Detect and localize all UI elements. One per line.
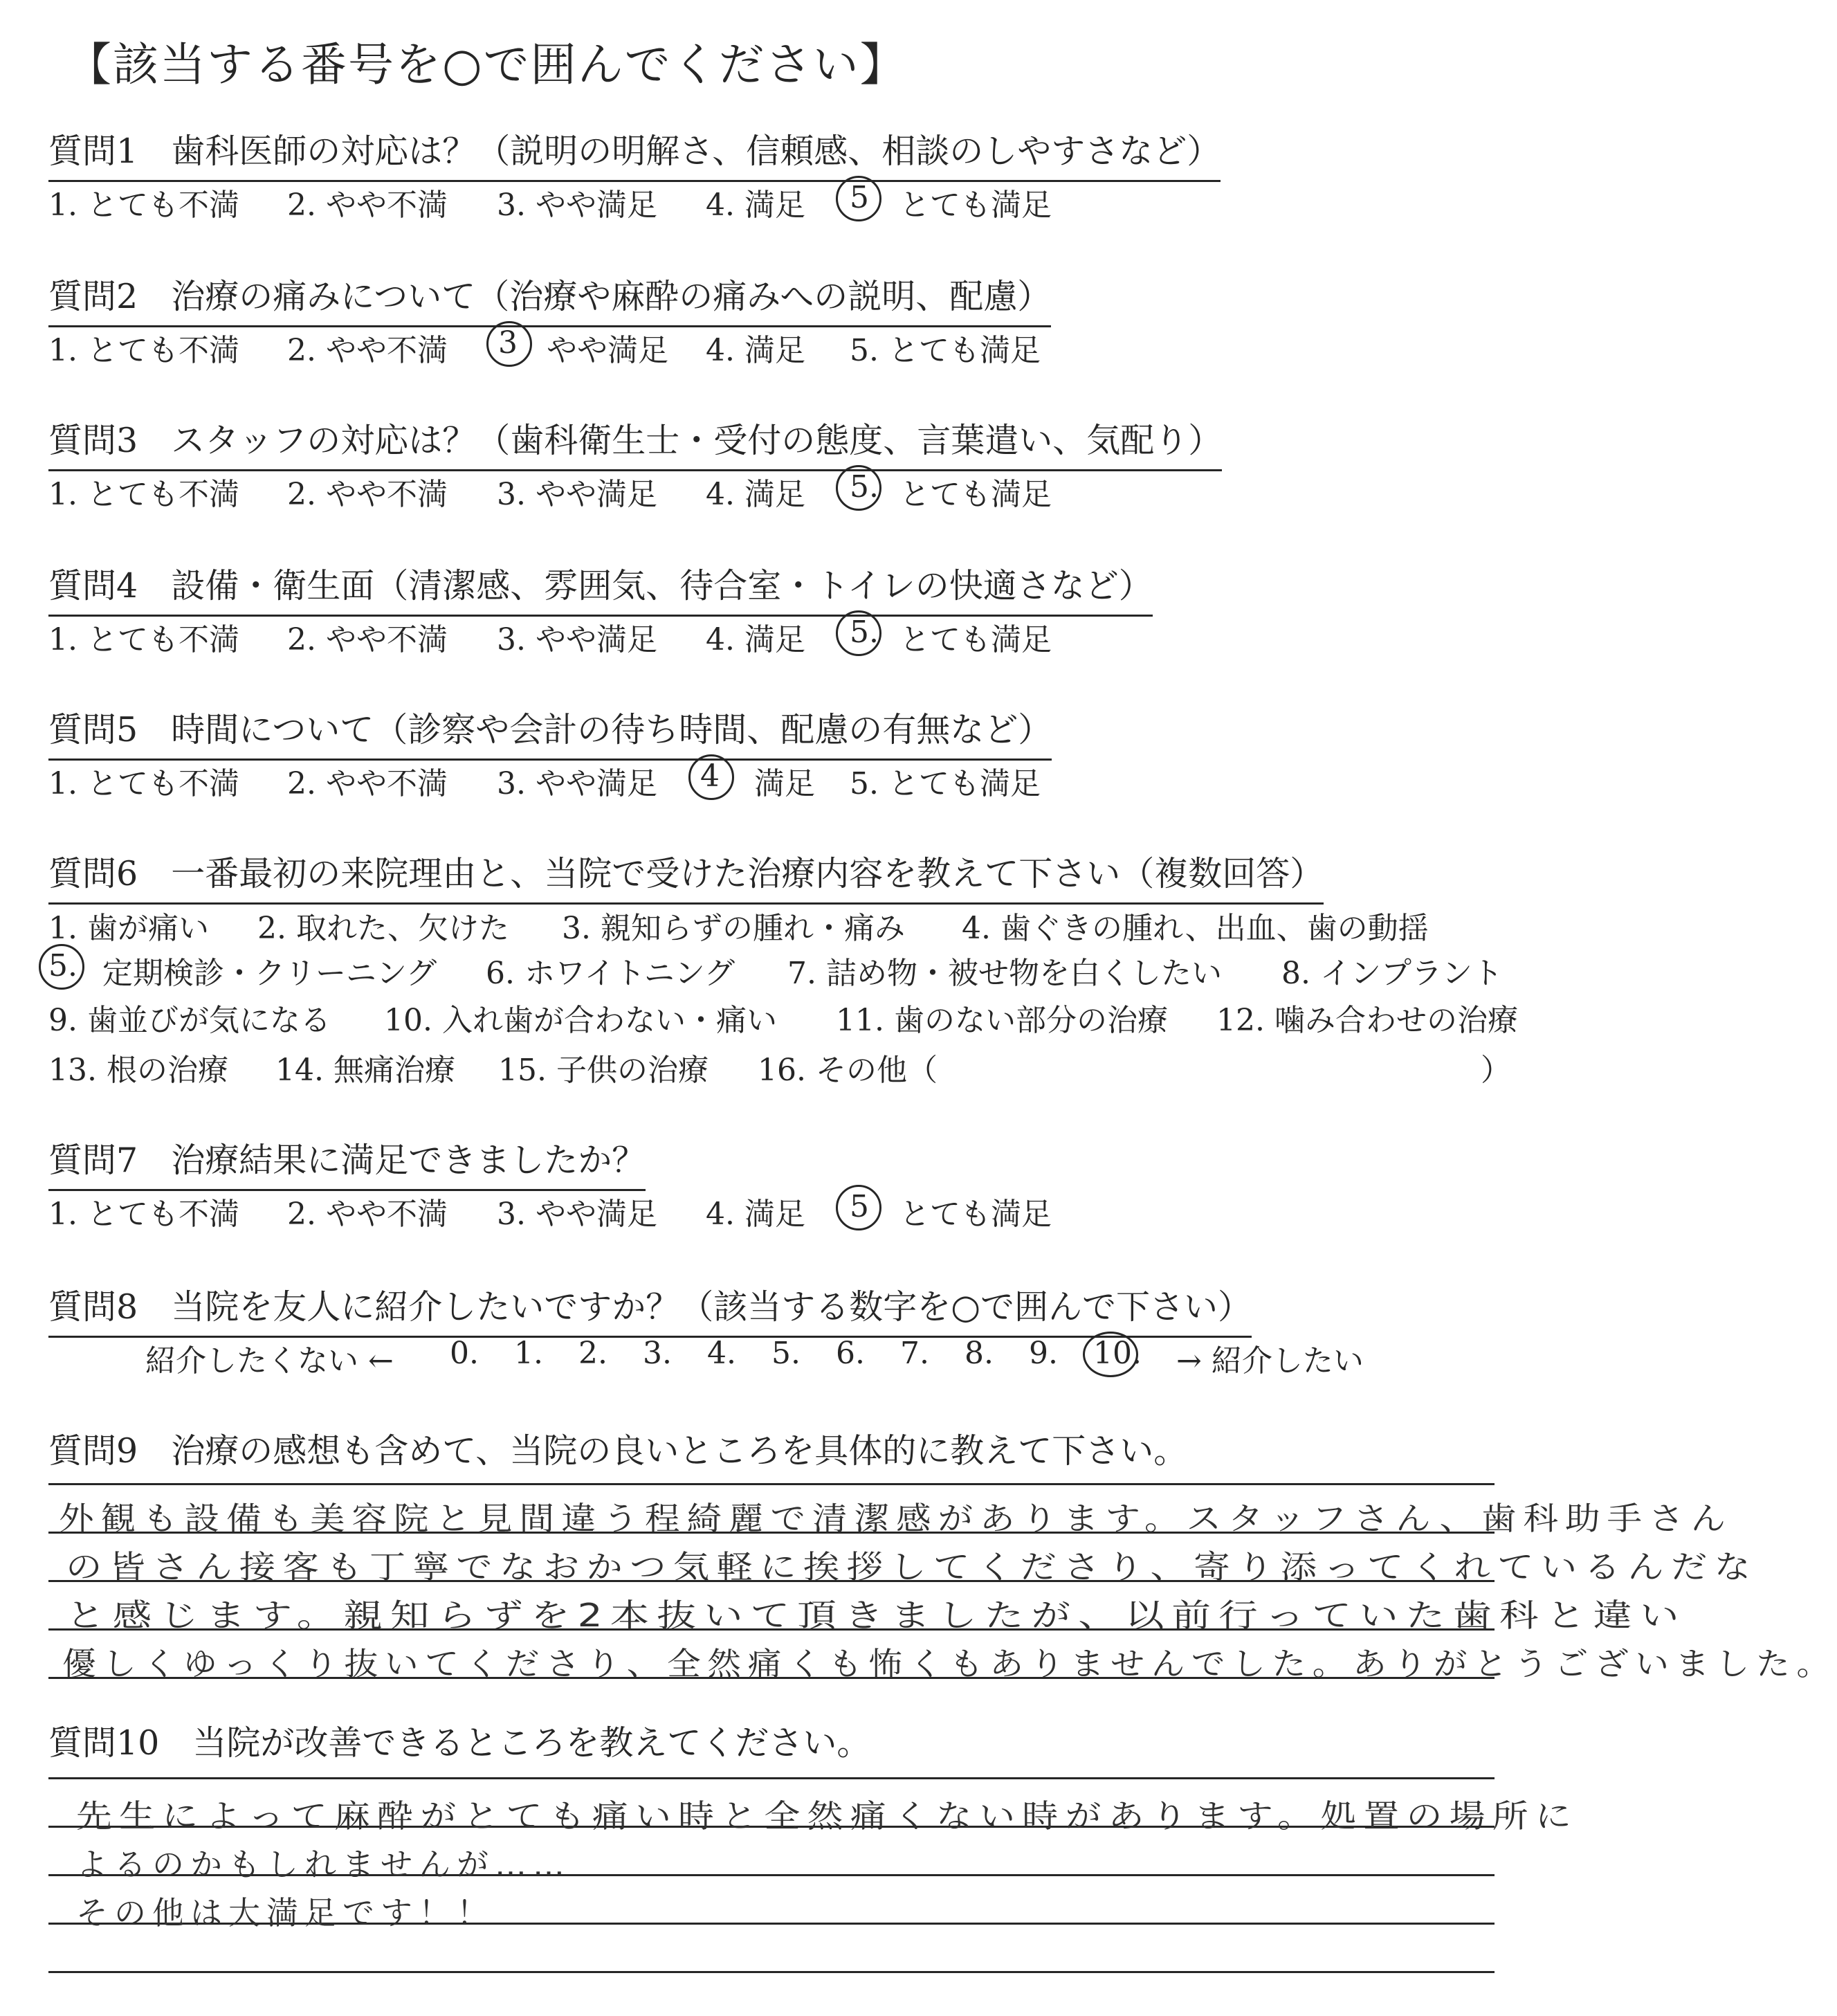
q4-option-2[interactable]: 2. やや不満 <box>287 622 448 657</box>
question-4-title <box>48 559 1153 617</box>
q9-handwritten-line-2: の皆さん接客も丁寧でなおかつ気軽に挨拶してくださり、寄り添ってくれているんだな <box>66 1548 1758 1586</box>
q5-option-5[interactable]: 5. とても満足 <box>850 766 1041 801</box>
q8-scale-8[interactable]: 8. <box>965 1336 994 1371</box>
question-7-text: 治療結果に満足できましたか？ <box>171 1141 646 1180</box>
q8-scale-5[interactable]: 5. <box>771 1336 801 1371</box>
q6-option-11[interactable]: 11. 歯のない部分の治療 <box>836 1003 1168 1038</box>
question-1-number: 質問1 <box>48 131 138 171</box>
q9-handwritten-line-1: 外観も設備も美容院と見間違う程綺麗で清潔感があります。スタッフさん、歯科助手さん <box>59 1500 1733 1537</box>
question-10-text: 当院が改善できるところを教えてください。 <box>192 1723 871 1763</box>
q7-option-1[interactable]: 1. とても不満 <box>48 1197 239 1232</box>
question-8-number: 質問8 <box>48 1287 138 1327</box>
q6-option-5-number[interactable]: 5. <box>48 948 77 983</box>
q1-option-4[interactable]: 4. 満足 <box>706 188 805 223</box>
question-9-title <box>48 1424 1187 1480</box>
q8-scale-1[interactable]: 1. <box>514 1336 543 1371</box>
question-10-number: 質問10 <box>48 1723 160 1763</box>
q10-handwritten-line-3: その他は大満足です！！ <box>76 1894 495 1932</box>
q6-option-7[interactable]: 7. 詰め物・被せ物を白くしたい <box>787 956 1222 991</box>
question-10-title <box>48 1716 870 1772</box>
q8-scale-10[interactable]: 10. <box>1093 1336 1142 1371</box>
q4-option-1[interactable]: 1. とても不満 <box>48 622 239 657</box>
question-2-text: 治療の痛みについて（治療や麻酔の痛みへの説明、配慮） <box>171 277 1052 316</box>
q3-option-1[interactable]: 1. とても不満 <box>48 477 239 512</box>
q6-option-13[interactable]: 13. 根の治療 <box>48 1053 228 1088</box>
question-6-number: 質問6 <box>48 854 138 893</box>
q8-scale-3[interactable]: 3. <box>643 1336 672 1371</box>
q6-option-1[interactable]: 1. 歯が痛い <box>48 911 209 946</box>
q8-scale-4[interactable]: 4. <box>707 1336 736 1371</box>
question-5-number: 質問5 <box>48 710 138 750</box>
q4-option-3[interactable]: 3. やや満足 <box>497 622 657 657</box>
question-3-number: 質問3 <box>48 421 138 460</box>
q4-option-5-number[interactable]: 5. <box>850 615 879 650</box>
page-header: 【該当する番号を○で囲んでください】 <box>66 38 907 91</box>
q2-option-2[interactable]: 2. やや不満 <box>287 333 448 368</box>
q3-option-2[interactable]: 2. やや不満 <box>287 477 448 512</box>
question-2-title <box>48 270 1051 327</box>
q6-option-8[interactable]: 8. インプラント <box>1281 956 1503 991</box>
q9-handwritten-line-4: 優しくゆっくり抜いてくださり、全然痛くも怖くもありませんでした。ありがとうございました。 <box>62 1645 1837 1682</box>
q9-handwritten-line-3: と感じます。親知らずを2本抜いて頂きましたが、以前行っていた歯科と違い <box>66 1597 1687 1634</box>
question-3-text: スタッフの対応は？（歯科衛生士・受付の態度、言葉遣い、気配り） <box>171 421 1223 460</box>
q6-option-4[interactable]: 4. 歯ぐきの腫れ、出血、歯の動揺 <box>962 911 1429 946</box>
q6-option-14[interactable]: 14. 無痛治療 <box>275 1053 455 1088</box>
q6-option-3[interactable]: 3. 親知らずの腫れ・痛み <box>562 911 905 946</box>
q2-option-4[interactable]: 4. 満足 <box>706 333 805 368</box>
q7-option-3[interactable]: 3. やや満足 <box>497 1197 657 1232</box>
q5-option-4-number[interactable]: 4 <box>700 759 720 794</box>
question-4-text: 設備・衛生面（清潔感、雰囲気、待合室・トイレの快適さなど） <box>171 566 1153 606</box>
q3-option-5-label[interactable]: とても満足 <box>899 477 1052 512</box>
q5-option-4-label[interactable]: 満足 <box>754 766 815 801</box>
q8-scale-0[interactable]: 0. <box>450 1336 479 1371</box>
q6-option-15[interactable]: 15. 子供の治療 <box>498 1053 709 1088</box>
q8-scale-7[interactable]: 7. <box>900 1336 929 1371</box>
q1-option-3[interactable]: 3. やや満足 <box>497 188 657 223</box>
q4-option-5-label[interactable]: とても満足 <box>899 622 1052 657</box>
q3-option-4[interactable]: 4. 満足 <box>706 477 805 512</box>
q6-option-16-close: ） <box>1481 1053 1511 1088</box>
q6-option-9[interactable]: 9. 歯並びが気になる <box>48 1003 331 1038</box>
q8-scale-6[interactable]: 6. <box>836 1336 865 1371</box>
question-7-number: 質問7 <box>48 1141 138 1180</box>
q1-option-5-label[interactable]: とても満足 <box>899 188 1052 223</box>
q3-option-5-number[interactable]: 5. <box>850 469 879 505</box>
q10-handwritten-line-2: よるのかもしれませんが…… <box>76 1846 571 1883</box>
q7-option-5-label[interactable]: とても満足 <box>899 1197 1052 1232</box>
question-1-text: 歯科医師の対応は？（説明の明解さ、信頼感、相談のしやすさなど） <box>171 131 1221 171</box>
question-4-number: 質問4 <box>48 566 138 606</box>
question-5-text: 時間について（診察や会計の待ち時間、配慮の有無など） <box>171 710 1052 750</box>
question-7-title <box>48 1134 646 1191</box>
q2-option-1[interactable]: 1. とても不満 <box>48 333 239 368</box>
question-9-text: 治療の感想も含めて、当院の良いところを具体的に教えて下さい。 <box>171 1431 1188 1471</box>
answer-line <box>48 1971 1495 1973</box>
question-6-text: 一番最初の来院理由と、当院で受けた治療内容を教えて下さい（複数回答） <box>171 854 1324 893</box>
answer-line <box>48 1777 1495 1779</box>
question-3-title <box>48 414 1222 471</box>
question-8-title <box>48 1280 1252 1338</box>
q1-option-5-number[interactable]: 5 <box>850 180 869 215</box>
q2-option-5[interactable]: 5. とても満足 <box>850 333 1041 368</box>
question-2-number: 質問2 <box>48 277 138 316</box>
q6-option-10[interactable]: 10. 入れ歯が合わない・痛い <box>384 1003 777 1038</box>
question-8-text: 当院を友人に紹介したいですか？（該当する数字を○で囲んで下さい） <box>171 1287 1252 1327</box>
q1-option-2[interactable]: 2. やや不満 <box>287 188 448 223</box>
question-1-title <box>48 125 1221 182</box>
q8-right-label: → 紹介したい <box>1176 1343 1364 1379</box>
q7-option-4[interactable]: 4. 満足 <box>706 1197 805 1232</box>
q5-option-3[interactable]: 3. やや満足 <box>497 766 657 801</box>
q5-option-1[interactable]: 1. とても不満 <box>48 766 239 801</box>
q6-option-6[interactable]: 6. ホワイトニング <box>486 956 735 991</box>
q6-option-2[interactable]: 2. 取れた、欠けた <box>257 911 509 946</box>
q2-option-3-number[interactable]: 3 <box>498 325 518 361</box>
q10-handwritten-line-1: 先生によって麻酔がとても痛い時と全然痛くない時があります。処置の場所に <box>76 1797 1579 1835</box>
q6-option-5-label[interactable]: 定期検診・クリーニング <box>102 956 437 991</box>
q7-option-5-number[interactable]: 5 <box>850 1189 869 1224</box>
q2-option-3-label[interactable]: やや満足 <box>547 333 668 368</box>
q6-option-16[interactable]: 16. その他（ <box>758 1053 938 1088</box>
q1-option-1[interactable]: 1. とても不満 <box>48 188 239 223</box>
question-9-number: 質問9 <box>48 1431 138 1471</box>
q8-scale-2[interactable]: 2. <box>578 1336 607 1371</box>
q5-option-2[interactable]: 2. やや不満 <box>287 766 448 801</box>
q3-option-3[interactable]: 3. やや満足 <box>497 477 657 512</box>
q8-left-label: 紹介したくない ← <box>145 1343 394 1379</box>
answer-line <box>48 1483 1495 1485</box>
question-6-title <box>48 847 1324 905</box>
question-5-title <box>48 703 1052 761</box>
q4-option-4[interactable]: 4. 満足 <box>706 622 805 657</box>
q8-scale-9[interactable]: 9. <box>1029 1336 1058 1371</box>
q7-option-2[interactable]: 2. やや不満 <box>287 1197 448 1232</box>
q6-option-12[interactable]: 12. 噛み合わせの治療 <box>1216 1003 1518 1038</box>
